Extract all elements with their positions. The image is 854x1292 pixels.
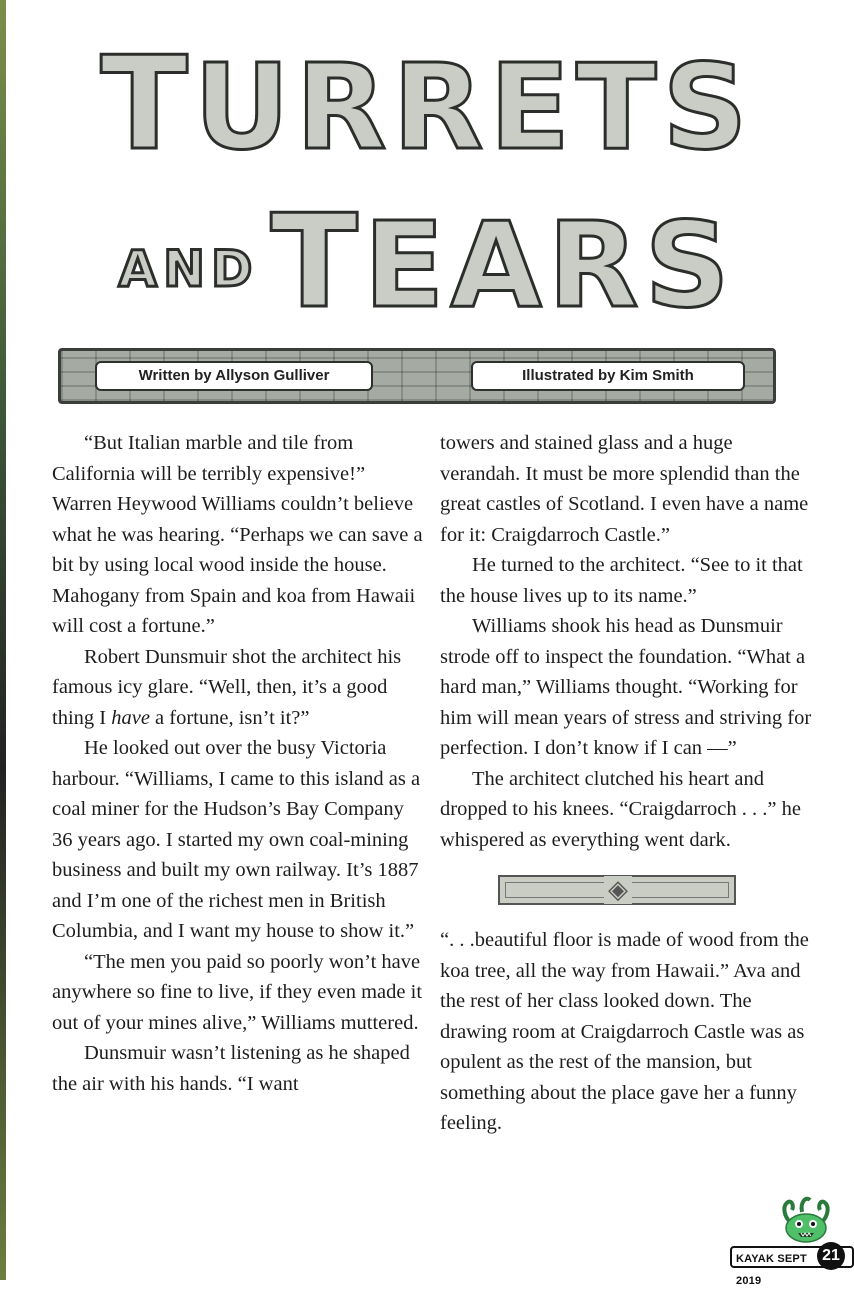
diamond-ornament-icon: ◈ [604, 876, 632, 904]
section-divider [498, 875, 736, 905]
story-column-left [52, 428, 424, 1099]
magazine-issue-label: KAYAK SEPT 2019 [730, 1246, 854, 1268]
title-turrets: TURRETS [100, 30, 754, 179]
story-paragraph: He looked out over the busy Victoria harbour. “Williams, I came to this island as a coal miner for the Hudson’s Bay Company 36 years ago. I started my own coal-mining business and built my own railway. It’s 1887 and I’m one of the richest men in British Columbia, and I want my house to show it.” [52, 737, 421, 942]
byline-banner [58, 348, 776, 404]
story-paragraph: The architect clutched his heart and dropped to his knees. “Craigdarroch . . .” he whispered as everything went dark. [440, 767, 801, 851]
story-paragraph: “But Italian marble and tile from California will be terribly expensive!” Warren Heywood Williams couldn’t believe what he was hearing. “Perhaps we can save a bit by using local wood inside the house. Mahogany from Spain and koa from Hawaii will cost a fortune.” [52, 432, 423, 637]
story-paragraph: “The men you paid so poorly won’t have anywhere so fine to live, if they even made it out of your mines alive,” Williams muttered. [52, 950, 423, 1034]
illustrator-credit: Illustrated by Kim Smith [471, 361, 745, 391]
story-paragraph: “. . .beautiful floor is made of wood from the koa tree, all the way from Hawaii.” Ava and the rest of her class looked down. The drawing room at Craigdarroch Castle was as opulent as the rest of the mansion, but something about the place gave her a funny feeling. [440, 929, 809, 1134]
title-and-tears: ANDTEARS [118, 188, 736, 337]
author-credit: Written by Allyson Gulliver [95, 361, 373, 391]
page-number: 21 [817, 1242, 845, 1270]
story-paragraph: towers and stained glass and a huge verandah. It must be more splendid than the great castles of Scotland. I even have a name for it: Craigdarroch Castle.” [440, 432, 809, 546]
green-monster-icon [776, 1192, 836, 1244]
story-column-right [440, 428, 812, 1139]
story-paragraph: Dunsmuir wasn’t listening as he shaped the air with his hands. “I want [52, 1042, 410, 1095]
story-paragraph: Williams shook his head as Dunsmuir strode off to inspect the foundation. “What a hard man,” Williams thought. “Working for him will mean years of stress and striving for perfection. I don’t know if I can —” [440, 615, 812, 759]
story-paragraph: He turned to the architect. “See to it that the house lives up to its name.” [440, 554, 803, 607]
story-paragraph: Robert Dunsmuir shot the architect his famous icy glare. “Well, then, it’s a good thing I have a fortune, isn’t it?” [52, 645, 402, 729]
